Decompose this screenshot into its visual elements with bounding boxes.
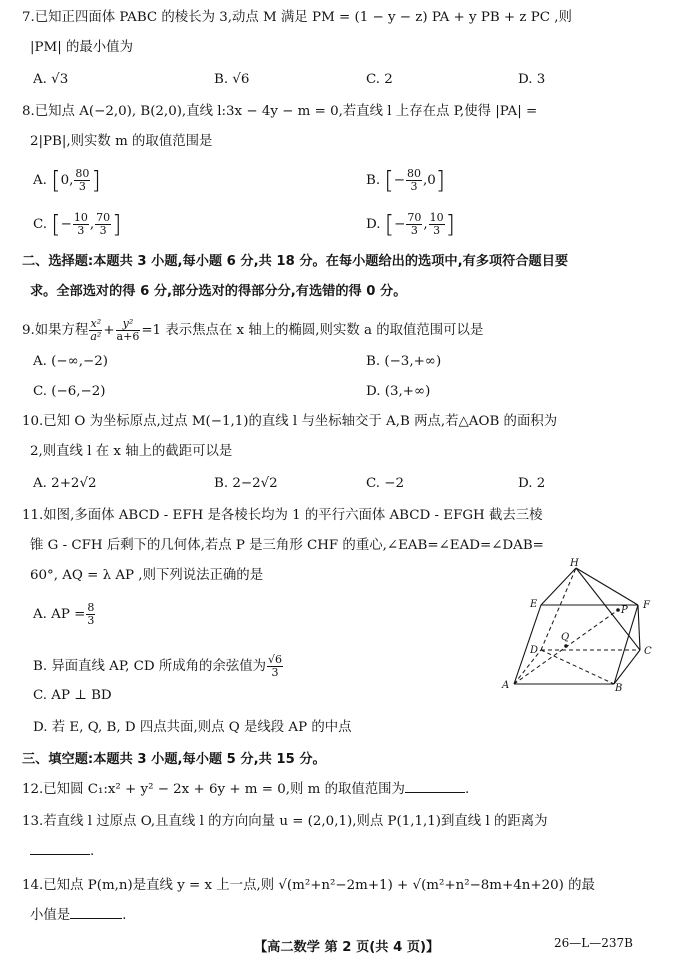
q10-option-b: B. 2−2√2 <box>214 476 278 491</box>
q9-option-b: B. (−3,+∞) <box>366 354 442 369</box>
label-b: B <box>615 683 623 694</box>
q7-stem: 7.已知正四面体 PABC 的棱长为 3,动点 M 满足 PM = (1 − y − z) PA + y PB + z PC ,则 <box>22 10 572 25</box>
point-p <box>616 608 620 612</box>
q10-option-d: D. 2 <box>518 476 546 491</box>
edge-bc <box>614 650 640 684</box>
q7-option-c: C. 2 <box>366 72 393 87</box>
q8-option-b: B. [− $\frac{80}{3}$ ,0] <box>366 166 446 195</box>
q14-stem: 14.已知点 P(m,n)是直线 y = x 上一点,则 √(m²+n²−2m+1) + √(m²+n²−8m+4n+20) 的最 <box>22 878 595 893</box>
label-h: H <box>570 558 579 569</box>
label-e: E <box>530 599 538 610</box>
page-footer: 【高二数学 第 2 页(共 4 页)】 <box>254 940 440 955</box>
q8-option-a: A. [0, $\frac{80}{3}$ ] <box>33 166 101 195</box>
q8-option-c: C. [− $\frac{10}{3}$ , $\frac{70}{3}$ ] <box>33 210 122 239</box>
q11-option-a: A. AP = $\frac{8}{3}$ <box>33 601 95 627</box>
q12-stem: 12.已知圆 C₁:x² + y² − 2x + 6y + m = 0,则 m 的取值范围为 . <box>22 782 470 797</box>
q8-option-d: D. [− $\frac{70}{3}$ , $\frac{10}{3}$ ] <box>366 210 456 239</box>
q14-answer-blank[interactable] <box>70 918 122 919</box>
q12-answer-blank[interactable] <box>405 792 465 793</box>
edge-eh <box>541 568 576 605</box>
q10-option-c: C. −2 <box>366 476 405 491</box>
edge-fb <box>614 605 638 684</box>
edge-dh <box>541 568 576 650</box>
edge-hc <box>576 568 640 650</box>
label-q: Q <box>561 632 570 643</box>
paper-code: 26—L—237B <box>554 936 633 950</box>
label-p: P <box>621 605 628 616</box>
segment-db <box>541 650 614 684</box>
q9-option-a: A. (−∞,−2) <box>33 354 109 369</box>
q7-option-b: B. √6 <box>214 72 250 87</box>
q10-option-a: A. 2+2√2 <box>33 476 97 491</box>
q9-option-c: C. (−6,−2) <box>33 384 106 399</box>
q13-answer-blank[interactable] <box>30 854 90 855</box>
label-f: F <box>643 600 650 611</box>
q11-stem: 11.如图,多面体 ABCD - EFH 是各棱长均为 1 的平行六面体 ABCD - EFGH 截去三棱 <box>22 508 543 523</box>
q9-stem: 9.如果方程 $\frac{\text{x²}}{\text{a²}}$ + $\frac{\text{y²}}{a+6}$ =1 表示焦点在 x 轴上的椭圆,则实数 a 的取值范围可以是 <box>22 317 484 343</box>
q11-option-d: D. 若 E, Q, B, D 四点共面,则点 Q 是线段 AP 的中点 <box>33 720 352 735</box>
label-a: A <box>502 680 510 691</box>
q10-stem: 10.已知 O 为坐标原点,过点 M(−1,1)的直线 l 与坐标轴交于 A,B 两点,若△AOB 的面积为 <box>22 414 558 429</box>
q7-stem2: |PM| 的最小值为 <box>30 40 133 55</box>
label-d: D <box>530 645 539 656</box>
q7-option-a: A. √3 <box>33 72 69 87</box>
polyhedron-figure <box>490 558 660 694</box>
q13-stem: 13.若直线 l 过原点 O,且直线 l 的方向向量 u = (2,0,1),则点 P(1,1,1)到直线 l 的距离为 <box>22 814 548 829</box>
q11-stem3: 60°, AQ = λ AP ,则下列说法正确的是 <box>30 568 264 583</box>
q11-option-b: B. 异面直线 AP, CD 所成角的余弦值为 $\frac{√6}{3}$ <box>33 653 283 679</box>
edge-fc <box>638 605 640 650</box>
q9-option-d: D. (3,+∞) <box>366 384 431 399</box>
q7-option-d: D. 3 <box>518 72 546 87</box>
q8-stem: 8.已知点 A(−2,0), B(2,0),直线 l:3x − 4y − m = 0,若直线 l 上存在点 P,使得 |PA| = <box>22 104 538 119</box>
q11-stem2: 锥 G - CFH 后剩下的几何体,若点 P 是三角形 CHF 的重心,∠EAB=∠EAD=∠DAB= <box>30 538 544 553</box>
q8-stem2: 2|PB|,则实数 m 的取值范围是 <box>30 134 213 149</box>
q11-option-c: C. AP ⊥ BD <box>33 688 112 703</box>
point-q <box>564 644 568 648</box>
edge-hf <box>576 568 638 605</box>
q10-stem2: 2,则直线 l 在 x 轴上的截距可以是 <box>30 444 233 459</box>
label-c: C <box>644 646 652 657</box>
